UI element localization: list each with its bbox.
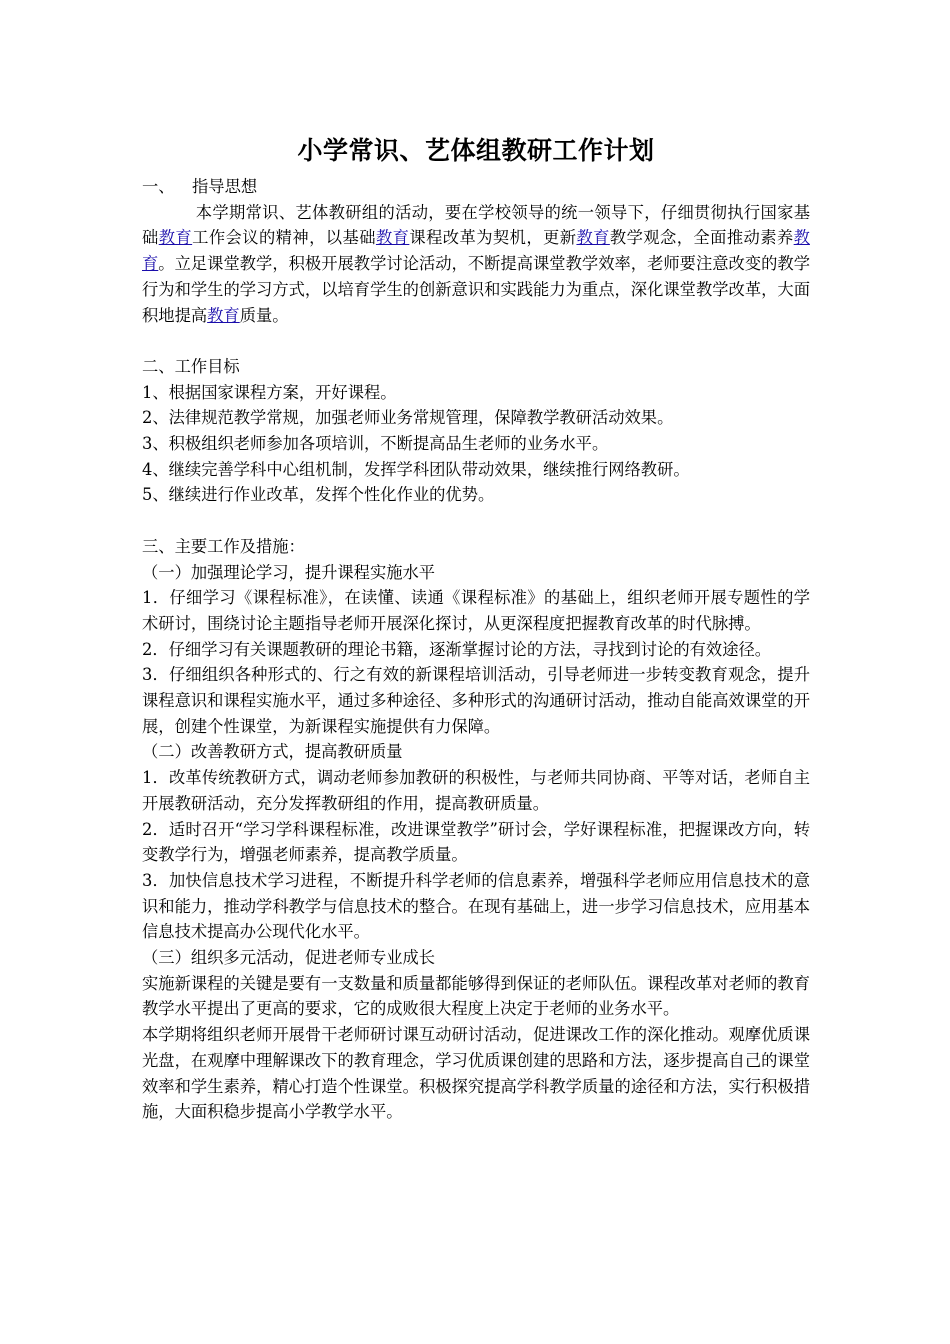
list-item: 1、根据国家课程方案，开好课程。 <box>142 382 397 402</box>
blank-line <box>142 328 810 354</box>
document-title: 小学常识、艺体组教研工作计划 <box>297 136 655 165</box>
text-run: 工作会议的精神，以基础 <box>192 228 376 248</box>
paragraph-guiding-ideology <box>142 200 810 329</box>
list-item: 1．改革传统教研方式，调动老师参加教研的积极性，与老师共同协商、平等对话，老师自主开展教研活动，充分发挥教研组的作用，提高教研质量。 <box>142 768 810 813</box>
education-link[interactable]: 教育 <box>158 228 193 248</box>
section-heading-text: 指导思想 <box>192 177 258 196</box>
section-heading-work-goals: 二、工作目标 <box>142 356 240 376</box>
section-number: 一、 <box>142 177 175 196</box>
list-item: 5、继续进行作业改革，发挥个性化作业的优势。 <box>142 485 495 505</box>
paragraph: 实施新课程的关键是要有一支数量和质量都能够得到保证的老师队伍。课程改革对老师的教育教学水平提出了更高的要求，它的成败很大程度上决定于老师的业务水平。 <box>142 973 810 1019</box>
list-item: 2．仔细学习有关课题教研的理论书籍，逐渐掌握讨论的方法，寻找到讨论的有效途径。 <box>142 639 772 659</box>
paragraph: 本学期将组织老师开展骨干老师研讨课互动研讨活动，促进课改工作的深化推动。观摩优质课光盘，在观摩中理解课改下的教育理念，学习优质课创建的思路和方法，逐步提高自己的课堂效率和学生素养，精心打造个性课堂。积极探究提高学科教学质量的途径和方法，实行积极措施，大面积稳步提高小学教学水平。 <box>142 1025 810 1122</box>
section-heading-guiding-ideology <box>142 174 810 200</box>
section-heading-main-work: 三、主要工作及措施： <box>142 536 305 556</box>
list-item: 1．仔细学习《课程标准》，在读懂、读通《课程标准》的基础上，组织老师开展专题性的学术研讨，围绕讨论主题指导老师开展深化探讨，从更深程度把握教育改革的时代脉搏。 <box>142 588 810 633</box>
list-item: 3．仔细组织各种形式的、行之有效的新课程培训活动，引导老师进一步转变教育观念，提升课程意识和课程实施水平，通过多种途径、多种形式的沟通研讨活动，推动自能高效课堂的开展，创建个性课堂，为新课程实施提供有力保障。 <box>142 665 810 736</box>
blank-line <box>142 508 810 534</box>
education-link[interactable]: 教育 <box>576 228 610 248</box>
list-item: 3、积极组织老师参加各项培训，不断提高品生老师的业务水平。 <box>142 434 609 454</box>
text-run: 教学观念，全面推动素养 <box>609 228 794 248</box>
list-item: 4、继续完善学科中心组机制，发挥学科团队带动效果，继续推行网络教研。 <box>142 459 690 479</box>
text-run: 质量。 <box>239 305 289 325</box>
text-run: 课程改革为契机，更新 <box>409 228 577 248</box>
list-item: 2、法律规范教学常规，加强老师业务常规管理，保障教学教研活动效果。 <box>142 408 674 428</box>
list-item: 2．适时召开“学习学科课程标准，改进课堂教学”研讨会，学好课程标准，把握课改方向，转变教学行为，增强老师素养，提高教学质量。 <box>142 819 810 865</box>
subsection-heading: （三）组织多元活动，促进老师专业成长 <box>142 948 436 968</box>
text-run: 本学期常识、艺体教研组的活动，要在学校领导的统一领导下，仔细贯彻执行国家基础 <box>142 202 810 248</box>
subsection-heading: （二）改善教研方式，提高教研质量 <box>142 742 403 762</box>
education-link[interactable]: 教育 <box>142 228 810 274</box>
list-item: 3．加快信息技术学习进程，不断提升科学老师的信息素养，增强科学老师应用信息技术的意识和能力，推动学科教学与信息技术的整合。在现有基础上，进一步学习信息技术，应用基本信息技术提高办公现代化水平。 <box>142 870 810 942</box>
education-link[interactable]: 教育 <box>375 228 410 248</box>
education-link[interactable]: 教育 <box>207 305 240 325</box>
document-body <box>142 174 810 1125</box>
document-page <box>142 0 810 1125</box>
subsection-heading: （一）加强理论学习，提升课程实施水平 <box>142 562 436 582</box>
text-run: 。立足课堂教学，积极开展教学讨论活动，不断提高课堂教学效率，老师要注意改变的教学行为和学生的学习方式，以培育学生的创新意识和实践能力为重点，深化课堂教学改革，大面积地提高 <box>142 254 810 325</box>
